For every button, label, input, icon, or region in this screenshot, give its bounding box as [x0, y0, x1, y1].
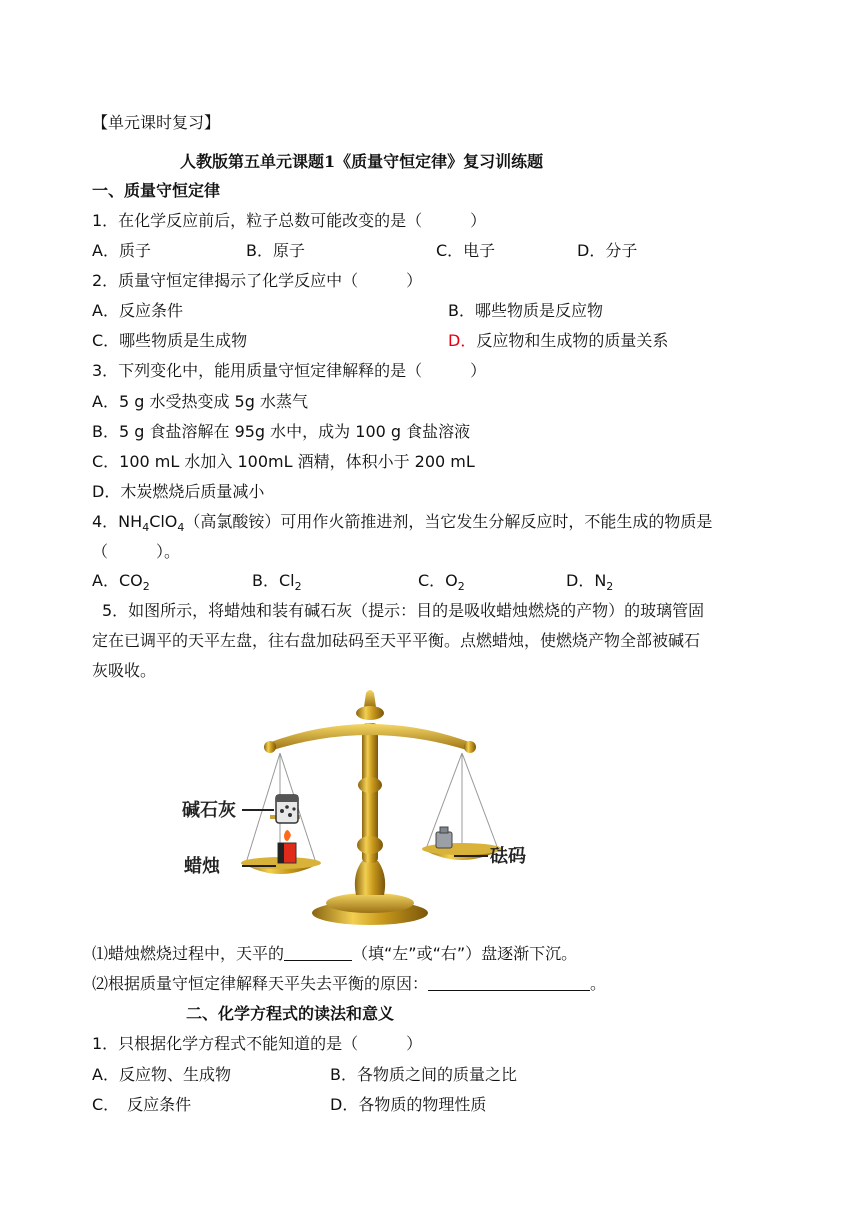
- s1-q5-line3: 灰吸收。: [92, 661, 157, 680]
- q4-stem-text: （高氯酸铵）可用作火箭推进剂，当它发生分解反应时，不能生成的物质是: [184, 512, 713, 531]
- s1-q5-sub2: [92, 973, 606, 995]
- q4-c-text: C．O: [418, 571, 458, 590]
- s1-q5-sub1: [92, 943, 577, 965]
- q5-sub1-pre: ⑴蜡烛燃烧过程中，天平的: [92, 944, 285, 963]
- q5-sub2-pre: ⑵根据质量守恒定律解释天平失去平衡的原因：: [92, 974, 429, 993]
- s1-q3-option-a: A．5 g 水受热变成 5g 水蒸气: [92, 392, 308, 411]
- label-weight: 砝码: [490, 846, 526, 867]
- q5-sub1-blank[interactable]: [284, 944, 352, 961]
- s1-q1-option-d: D．分子: [577, 241, 638, 260]
- q5-sub2-blank[interactable]: [428, 974, 590, 991]
- q4-b-text: B．Cl: [252, 571, 295, 590]
- s1-q3-option-b: B．5 g 食盐溶解在 95g 水中，成为 100 g 食盐溶液: [92, 422, 471, 441]
- s1-q2-option-d-text: 反应物和生成物的质量关系: [476, 331, 669, 350]
- soda-lime-tube: [276, 795, 298, 823]
- s1-q4-stem-line1: [92, 511, 712, 539]
- q4-a-text: A．CO: [92, 571, 143, 590]
- unit-review-tag: 【单元课时复习】: [92, 113, 221, 132]
- s1-q3-option-c: C．100 mL 水加入 100mL 酒精，体积小于 200 mL: [92, 452, 475, 471]
- q4-d-sub: 2: [606, 580, 614, 594]
- weight: [436, 827, 452, 848]
- s1-q1-option-a: A．质子: [92, 241, 151, 260]
- s1-q3-option-d: D．木炭燃烧后质量减小: [92, 482, 265, 501]
- s2-q1-option-b: B．各物质之间的质量之比: [330, 1065, 517, 1084]
- s2-q1-option-d: D．各物质的物理性质: [330, 1095, 487, 1114]
- s1-q4-option-b: [252, 570, 302, 598]
- s1-q2-option-a: A．反应条件: [92, 301, 183, 320]
- s1-q4-stem-line2: （ ）。: [92, 542, 181, 561]
- q4-sub-4b: 4: [177, 521, 185, 535]
- s1-q4-option-d: [566, 570, 613, 598]
- q5-sub2-post: 。: [590, 974, 607, 993]
- balance-scale-figure: [170, 685, 610, 930]
- s1-q5-line1: 5．如图所示，将蜡烛和装有碱石灰（提示：目的是吸收蜡烛燃烧的产物）的玻璃管固: [102, 601, 705, 620]
- label-soda-lime: 碱石灰: [182, 800, 236, 821]
- s1-q1-option-c: C．电子: [436, 241, 496, 260]
- q4-formula-nh: 4．NH: [92, 512, 143, 531]
- section1-heading: 一、质量守恒定律: [92, 181, 221, 200]
- s2-q1-option-a: A．反应物、生成物: [92, 1065, 231, 1084]
- s1-q3-stem: 3．下列变化中，能用质量守恒定律解释的是（ ）: [92, 361, 487, 380]
- s1-q2-stem: 2．质量守恒定律揭示了化学反应中（ ）: [92, 271, 423, 290]
- s1-q1-option-b: B．原子: [246, 241, 305, 260]
- q4-sub-4a: 4: [142, 521, 150, 535]
- s2-q1-stem: 1．只根据化学方程式不能知道的是（ ）: [92, 1034, 423, 1053]
- q4-a-sub: 2: [142, 580, 150, 594]
- s2-q1-option-c: C． 反应条件: [92, 1095, 192, 1114]
- s1-q4-option-c: [418, 570, 465, 598]
- s1-q2-option-c: C．哪些物质是生成物: [92, 331, 248, 350]
- section2-heading: 二、化学方程式的读法和意义: [186, 1004, 395, 1023]
- q4-formula-clo: ClO: [149, 512, 178, 531]
- q4-c-sub: 2: [457, 580, 465, 594]
- s1-q4-option-a: [92, 570, 150, 598]
- label-candle: 蜡烛: [184, 856, 220, 877]
- s1-q2-option-d: [448, 330, 668, 352]
- q4-d-text: D．N: [566, 571, 607, 590]
- candle: [278, 830, 296, 863]
- s1-q2-option-b: B．哪些物质是反应物: [448, 301, 603, 320]
- s1-q2-option-d-letter: D．: [448, 331, 477, 350]
- q5-sub1-post: （填“左”或“右”）盘逐渐下沉。: [352, 944, 578, 963]
- s1-q1-stem: 1．在化学反应前后，粒子总数可能改变的是（ ）: [92, 211, 487, 230]
- q4-b-sub: 2: [294, 580, 302, 594]
- s1-q5-line2: 定在已调平的天平左盘，往右盘加砝码至天平平衡。点燃蜡烛，使燃烧产物全部被碱石: [92, 631, 701, 650]
- document-title: 人教版第五单元课题1《质量守恒定律》复习训练题: [180, 152, 544, 171]
